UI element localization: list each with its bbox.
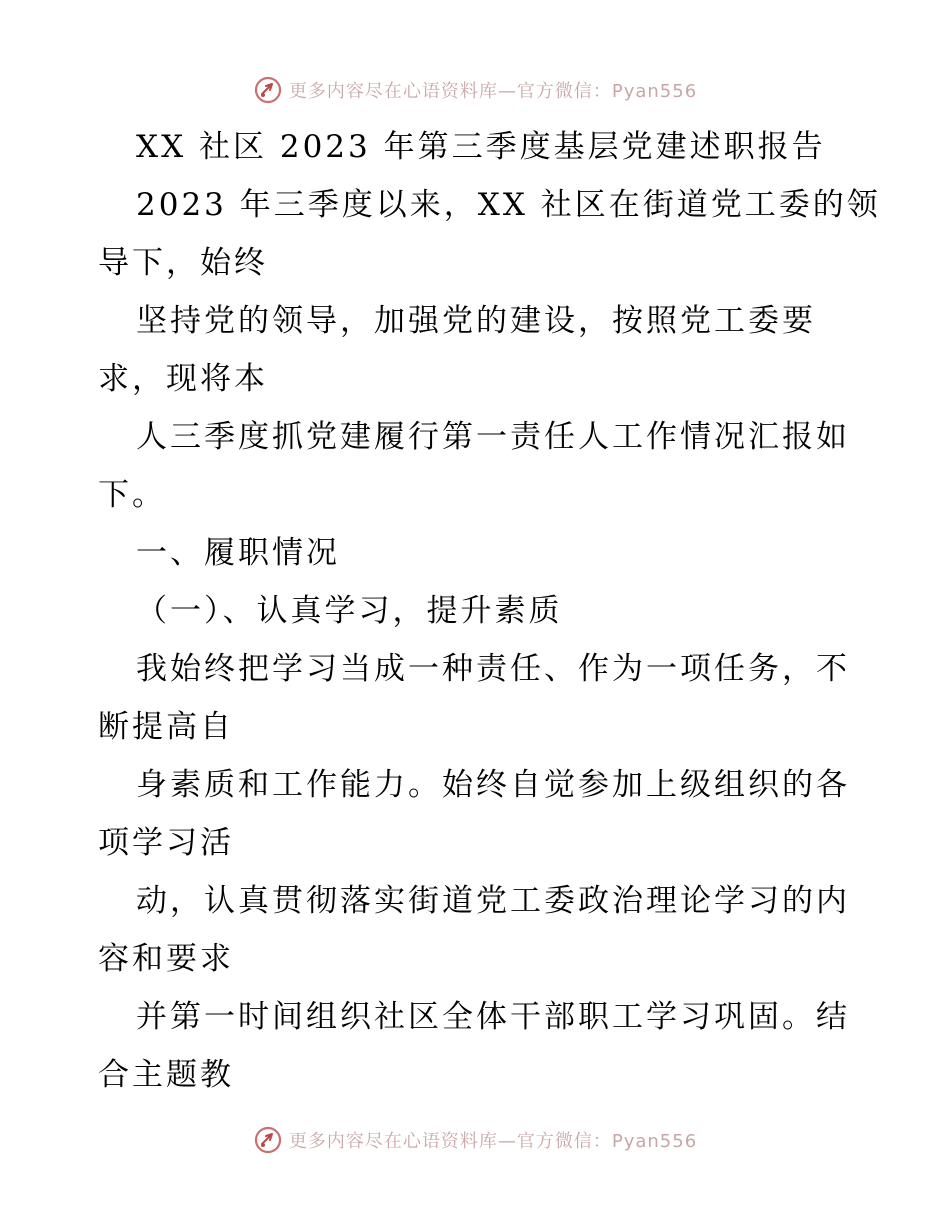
footer-watermark-text: 更多内容尽在心语资料库—官方微信：Pyan556 [288,1131,698,1152]
paragraph-line: 一、履职情况 [136,535,340,571]
paragraph-line: 容和要求 [98,941,234,977]
paragraph-line: 我始终把学习当成一种责任、作为一项任务，不 [136,651,850,687]
paragraph-line: 断提高自 [98,709,234,745]
paragraph-line: 身素质和工作能力。始终自觉参加上级组织的各 [136,767,850,803]
header-watermark-banner [0,70,950,110]
paragraph-line: 求，现将本 [98,361,268,397]
logo-icon [253,1125,283,1155]
logo-icon [253,75,283,105]
footer-watermark-banner [0,1120,950,1160]
paragraph-line: （一）、认真学习，提升素质 [136,593,563,629]
paragraph-line: 导下，始终 [98,245,268,281]
paragraph-line: 坚持党的领导，加强党的建设，按照党工委要 [136,303,816,339]
paragraph-line: 动，认真贯彻落实街道党工委政治理论学习的内 [136,883,850,919]
paragraph-line: 合主题教 [98,1057,234,1093]
paragraph-line: 2023 年三季度以来，XX 社区在街道党工委的领 [136,187,881,223]
paragraph-line: 并第一时间组织社区全体干部职工学习巩固。结 [136,999,850,1035]
header-watermark-text: 更多内容尽在心语资料库—官方微信：Pyan556 [288,81,698,102]
paragraph-line: 人三季度抓党建履行第一责任人工作情况汇报如 [136,419,850,455]
paragraph-line: 下。 [98,477,166,513]
paragraph-line: 项学习活 [98,825,234,861]
document-title: XX 社区 2023 年第三季度基层党建述职报告 [136,129,826,165]
document-body [98,118,881,1104]
